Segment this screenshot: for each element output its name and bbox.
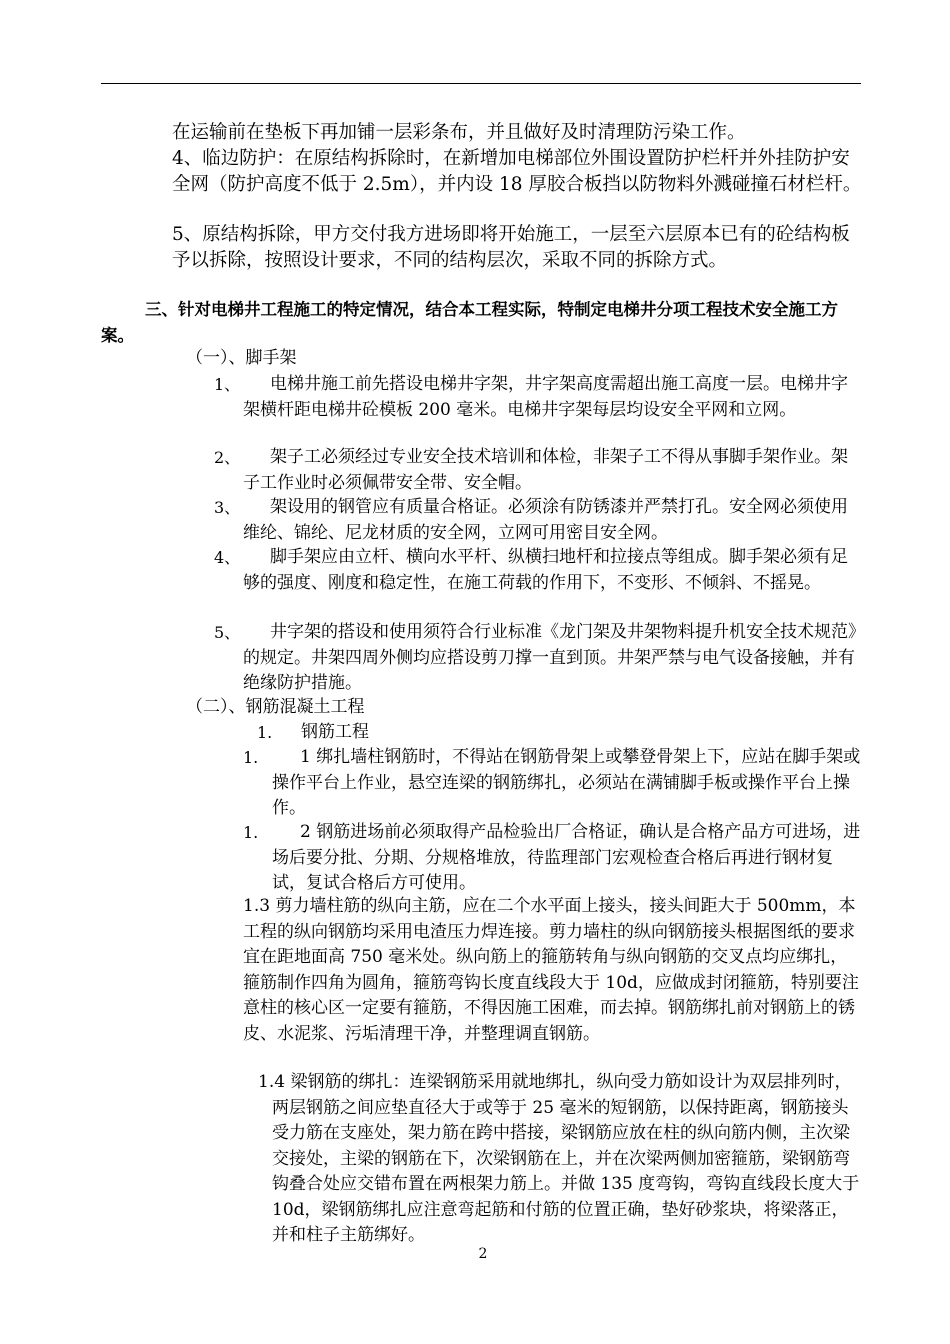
paragraph-4-edge-protection: 4、临边防护：在原结构拆除时，在新增加电梯部位外围设置防护栏杆并外挂防护安全网（防护高度不低于 2.5m），并内设 18 厚胶合板挡以防物料外溅碰撞石材栏杆。	[172, 148, 862, 195]
rebar-item-1-number: 1.	[243, 748, 259, 767]
page-number: 2	[478, 1246, 488, 1262]
subsection-2-heading: （二）、钢筋混凝土工程	[186, 697, 365, 717]
rebar-item-2-text: 2 钢筋进场前必须取得产品检验出厂合格证，确认是合格产品方可进场，进场后要分批、分期、分规格堆放，待监理部门宏观检查合格后再进行钢材复试，复试合格后方可使用。	[272, 822, 861, 893]
scaffold-item-1-number: 1、	[214, 375, 241, 394]
rebar-heading-text: 钢筋工程	[301, 722, 369, 742]
scaffold-item-5-number: 5、	[214, 623, 241, 642]
rebar-item-2-number: 1.	[243, 823, 259, 842]
scaffold-item-4-text: 脚手架应由立杆、横向水平杆、纵横扫地杆和拉接点等组成。脚手架必须有足够的强度、刚度和稳定性，在施工荷载的作用下，不变形、不倾斜、不摇晃。	[243, 547, 848, 593]
paragraph-continuation: 在运输前在垫板下再加铺一层彩条布，并且做好及时清理防污染工作。	[172, 122, 746, 143]
scaffold-item-2-text: 架子工必须经过专业安全技术培训和体检，非架子工不得从事脚手架作业。架子工作业时必须佩带安全带、安全帽。	[243, 447, 848, 493]
scaffold-item-2-number: 2、	[214, 448, 241, 467]
scaffold-item-1-text: 电梯井施工前先搭设电梯井字架，井字架高度需超出施工高度一层。电梯井字架横杆距电梯井砼模板 200 毫米。电梯井字架每层均设安全平网和立网。	[243, 374, 848, 420]
header-rule	[101, 83, 861, 84]
subsection-1-heading: （一）、脚手架	[186, 348, 297, 368]
scaffold-item-4-number: 4、	[214, 548, 241, 567]
paragraph-5-demolition: 5、原结构拆除，甲方交付我方进场即将开始施工，一层至六层原本已有的砼结构板予以拆除，按照设计要求，不同的结构层次，采取不同的拆除方式。	[172, 224, 850, 271]
rebar-item-1-text: 1 绑扎墙柱钢筋时，不得站在钢筋骨架上或攀登骨架上下，应站在脚手架或操作平台上作业，悬空连梁的钢筋绑扎，必须站在满铺脚手板或操作平台上操作。	[272, 747, 861, 818]
rebar-heading-number: 1.	[257, 723, 273, 742]
scaffold-item-3-number: 3、	[214, 498, 241, 517]
section-3-text: 三、针对电梯井工程施工的特定情况，结合本工程实际，特制定电梯井分项工程技术安全施工方案。	[101, 300, 838, 345]
section-3-heading	[101, 297, 866, 348]
paragraph-1-4-beam-rebar: 1.4 梁钢筋的绑扎：连梁钢筋采用就地绑扎，纵向受力筋如设计为双层排列时，两层钢筋之间应垫直径大于或等于 25 毫米的短钢筋，以保持距离，钢筋接头受力筋在支座处，架力筋在跨中搭接，梁钢筋应放在柱的纵向筋内侧，主次梁交接处，主梁的钢筋在下，次梁钢筋在上，并在次梁两侧加密箍筋，梁钢筋弯钩叠合处应交错布置在两根架力筋上。并做 135 度弯钩，弯钩直线段长度大于 10d，梁钢筋绑扎应注意弯起筋和付筋的位置正确，垫好砂浆块，将梁落正，并和柱子主筋绑好。	[258, 1072, 860, 1245]
scaffold-item-3-text: 架设用的钢管应有质量合格证。必须涂有防锈漆并严禁打孔。安全网必须使用维纶、锦纶、尼龙材质的安全网，立网可用密目安全网。	[243, 497, 848, 543]
scaffold-item-5-text: 井字架的搭设和使用须符合行业标准《龙门架及井架物料提升机安全技术规范》的规定。井架四周外侧均应搭设剪刀撑一直到顶。井架严禁与电气设备接触，并有绝缘防护措施。	[243, 622, 857, 693]
paragraph-1-3-column-rebar: 1.3 剪力墙柱筋的纵向主筋，应在二个水平面上接头，接头间距大于 500mm，本工程的纵向钢筋均采用电渣压力焊连接。剪力墙柱的纵向钢筋接头根据图纸的要求宜在距地面高 750 毫米处。纵向筋上的箍筋转角与纵向钢筋的交叉点均应绑扎，箍筋制作四角为圆角，箍筋弯钩长度直线段大于 10d，应做成封闭箍筋，特别要注意柱的核心区一定要有箍筋，不得因施工困难，而去掉。钢筋绑扎前对钢筋上的锈皮、水泥浆、污垢清理干净，并整理调直钢筋。	[243, 896, 859, 1044]
